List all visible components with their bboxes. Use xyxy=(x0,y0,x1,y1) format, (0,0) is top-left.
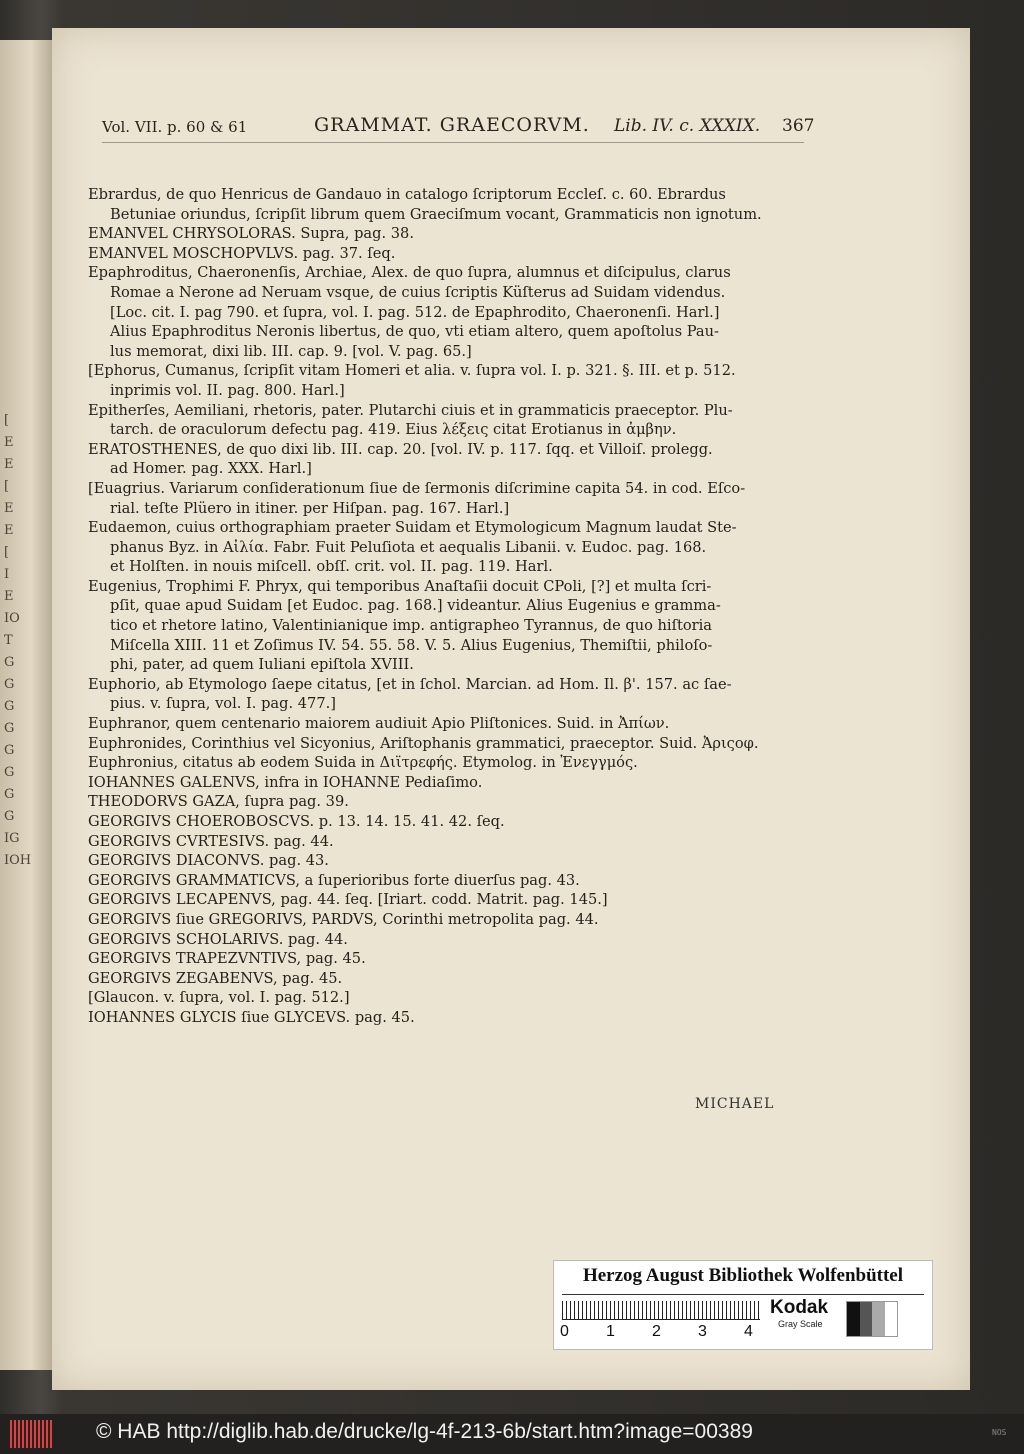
text-line: tarch. de oraculorum defectu pag. 419. Eius λέξεις citat Erotianus in ἀμβην. xyxy=(110,421,677,439)
barcode-icon xyxy=(10,1420,52,1448)
text-line: ERATOSTHENES, de quo dixi lib. III. cap. 20. [vol. IV. p. 117. ſqq. et Villoiſ. prolegg. xyxy=(88,440,713,458)
page-text xyxy=(88,185,818,1028)
text-line: [Glaucon. v. ſupra, vol. I. pag. 512.] xyxy=(88,989,350,1007)
facing-page-fragment: G xyxy=(4,765,15,780)
text-line: pius. v. ſupra, vol. I. pag. 477.] xyxy=(110,695,336,713)
facing-page-fragment: G xyxy=(4,655,15,670)
gray-scale-label: Gray Scale xyxy=(778,1319,823,1329)
text-line: Euphorio, ab Etymologo ſaepe citatus, [et in ſchol. Marcian. ad Hom. Il. β'. 157. ac ſae- xyxy=(88,675,732,693)
header-title: GRAMMAT. GRAECORVM. xyxy=(314,114,590,136)
text-line: GEORGIVS ZEGABENVS, pag. 45. xyxy=(88,969,343,987)
text-line: phanus Byz. in Αἰλία. Fabr. Fuit Peluſiota et aequalis Libanii. v. Eudoc. pag. 168. xyxy=(110,538,707,556)
facing-page-fragment: G xyxy=(4,699,15,714)
text-line: EMANVEL MOSCHOPVLVS. pag. 37. ſeq. xyxy=(88,244,396,262)
facing-page-fragment: E xyxy=(4,457,14,472)
text-line: Eudaemon, cuius orthographiam praeter Suidam et Etymologicum Magnum laudat Ste- xyxy=(88,519,737,537)
text-line: Romae a Nerone ad Neruam vsque, de cuius ſcriptis Küſterus ad Suidam videndus. xyxy=(110,283,726,301)
text-line: Euphronides, Corinthius vel Sicyonius, Ariſtophanis grammatici, praeceptor. Suid. Ἀριςοφ. xyxy=(88,734,759,752)
facing-page-edge xyxy=(0,40,52,1370)
facing-page-fragment: E xyxy=(4,435,14,450)
facing-page-fragment: IOH xyxy=(4,853,32,868)
header-rule xyxy=(102,142,804,143)
text-line: Euphronius, citatus ab eodem Suida in Διϊτρεφής. Etymolog. in Ἐνεγγμός. xyxy=(88,754,638,772)
text-line: GEORGIVS LECAPENVS, pag. 44. ſeq. [Iriart. codd. Matrit. pag. 145.] xyxy=(88,891,608,909)
text-line: THEODORVS GAZA, ſupra pag. 39. xyxy=(88,793,349,811)
card-divider xyxy=(562,1294,924,1295)
facing-page-fragment: E xyxy=(4,589,14,604)
text-line: GEORGIVS GRAMMATICVS, a ſuperioribus forte diuerſus pag. 43. xyxy=(88,871,580,889)
facing-page-fragment: [ xyxy=(4,413,10,428)
ruler-number: 2 xyxy=(652,1323,661,1340)
facing-page-fragment: I xyxy=(4,567,10,582)
text-line: GEORGIVS ſiue GREGORIVS, PARDVS, Corinthi metropolita pag. 44. xyxy=(88,910,599,928)
text-line: [Euagrius. Variarum conſiderationum ſiue de ſermonis diſcrimine capita 54. in cod. Eſco- xyxy=(88,479,746,497)
text-line: Eugenius, Trophimi F. Phryx, qui temporibus Anaſtaſii docuit CPoli, [?] et multa ſcri- xyxy=(88,577,712,595)
facing-page-fragment: IG xyxy=(4,831,20,846)
facing-page-fragment: G xyxy=(4,677,15,692)
facing-page-fragment: T xyxy=(4,633,13,648)
text-line: et Holſten. in nouis miſcell. obſſ. crit. vol. II. pag. 119. Harl. xyxy=(110,558,553,576)
text-line: Ebrardus, de quo Henricus de Gandauo in catalogo ſcriptorum Eccleſ. c. 60. Ebrardus xyxy=(88,186,726,203)
text-line: GEORGIVS SCHOLARIVS. pag. 44. xyxy=(88,930,348,948)
text-line: Epaphroditus, Chaeronenſis, Archiae, Alex. de quo ſupra, alumnus et diſcipulus, clarus xyxy=(88,264,731,282)
facing-page-fragment: [ xyxy=(4,545,10,560)
header-volume-ref: Vol. VII. p. 60 & 61 xyxy=(102,118,248,136)
library-name: Herzog August Bibliothek Wolfenbüttel xyxy=(582,1265,904,1286)
page-number: 367 xyxy=(782,116,815,136)
facing-page-fragment: G xyxy=(4,743,15,758)
gray-scale-swatch xyxy=(846,1301,898,1337)
text-line: Miſcella XIII. 11 et Zoſimus IV. 54. 55. 58. V. 5. Alius Eugenius, Themiſtii, philoſo- xyxy=(110,636,713,654)
text-line: inprimis vol. II. pag. 800. Harl.] xyxy=(110,381,345,399)
text-line: Alius Epaphroditus Neronis libertus, de quo, vti etiam altero, quem apoſtolus Pau- xyxy=(110,323,719,341)
facing-page-fragment: G xyxy=(4,787,15,802)
catchword: MICHAEL xyxy=(695,1096,775,1112)
text-line: GEORGIVS CVRTESIVS. pag. 44. xyxy=(88,832,334,850)
ruler-number: 0 xyxy=(560,1323,569,1340)
text-line: phi, pater, ad quem Iuliani epiſtola XVIII. xyxy=(110,656,414,674)
text-line: tico et rhetore latino, Valentinianique imp. antigrapheo Tyrannus, de quo hiſtoria xyxy=(110,617,712,635)
text-line: Euphranor, quem centenario maiorem audiuit Apio Pliſtonices. Suid. in Ἀπίων. xyxy=(88,715,670,733)
text-line: GEORGIVS TRAPEZVNTIVS, pag. 45. xyxy=(88,950,366,968)
facing-page-fragment: G xyxy=(4,721,15,736)
source-url[interactable]: © HAB http://diglib.hab.de/drucke/lg-4f-213-6b/start.htm?image=00389 xyxy=(96,1420,753,1443)
text-line: rial. teſte Plüero in itiner. per Hiſpan. pag. 167. Harl.] xyxy=(110,499,510,517)
scale-ruler xyxy=(562,1301,760,1320)
ruler-number: 1 xyxy=(606,1323,615,1340)
header-chapter-ref: Lib. IV. c. XXXIX. xyxy=(614,116,761,136)
footer-bar xyxy=(0,1414,1024,1454)
library-color-card xyxy=(553,1260,933,1350)
text-line: pſit, quae apud Suidam [et Eudoc. pag. 168.] videantur. Alius Eugenius e gramma- xyxy=(110,597,721,615)
facing-page-fragment: IO xyxy=(4,611,20,626)
running-header xyxy=(52,112,815,142)
ruler-number: 4 xyxy=(744,1323,753,1340)
text-line: ad Homer. pag. XXX. Harl.] xyxy=(110,460,312,478)
text-line: lus memorat, dixi lib. III. cap. 9. [vol. V. pag. 65.] xyxy=(110,342,472,360)
facing-page-fragment: E xyxy=(4,501,14,516)
facing-page-fragments xyxy=(4,410,44,872)
text-line: IOHANNES GLYCIS ſiue GLYCEVS. pag. 45. xyxy=(88,1008,415,1026)
text-line: IOHANNES GALENVS, infra in IOHANNE Pediaſimo. xyxy=(88,773,483,791)
text-line: Betuniae oriundus, ſcripſit librum quem Graeciſmum vocant, Grammaticis non ignotum. xyxy=(110,205,762,223)
text-line: GEORGIVS DIACONVS. pag. 43. xyxy=(88,852,329,870)
facing-page-fragment: G xyxy=(4,809,15,824)
kodak-logo: Kodak xyxy=(770,1297,829,1318)
text-line: GEORGIVS CHOEROBOSCVS. p. 13. 14. 15. 41. 42. ſeq. xyxy=(88,813,505,830)
ruler-number: 3 xyxy=(698,1323,707,1340)
text-line: [Ephorus, Cumanus, ſcripſit vitam Homeri et alia. v. ſupra vol. I. p. 321. §. III. et p. 512. xyxy=(88,362,736,380)
corner-mark: NOS xyxy=(992,1428,1007,1437)
facing-page-fragment: [ xyxy=(4,479,10,494)
text-line: EMANVEL CHRYSOLORAS. Supra, pag. 38. xyxy=(88,225,414,243)
text-line: Epitherſes, Aemiliani, rhetoris, pater. Plutarchi ciuis et in grammaticis praeceptor. Plu- xyxy=(88,401,733,419)
facing-page-fragment: E xyxy=(4,523,14,538)
text-line: [Loc. cit. I. pag 790. et ſupra, vol. I. pag. 512. de Epaphrodito, Chaeronenſi. Harl.] xyxy=(110,303,720,321)
